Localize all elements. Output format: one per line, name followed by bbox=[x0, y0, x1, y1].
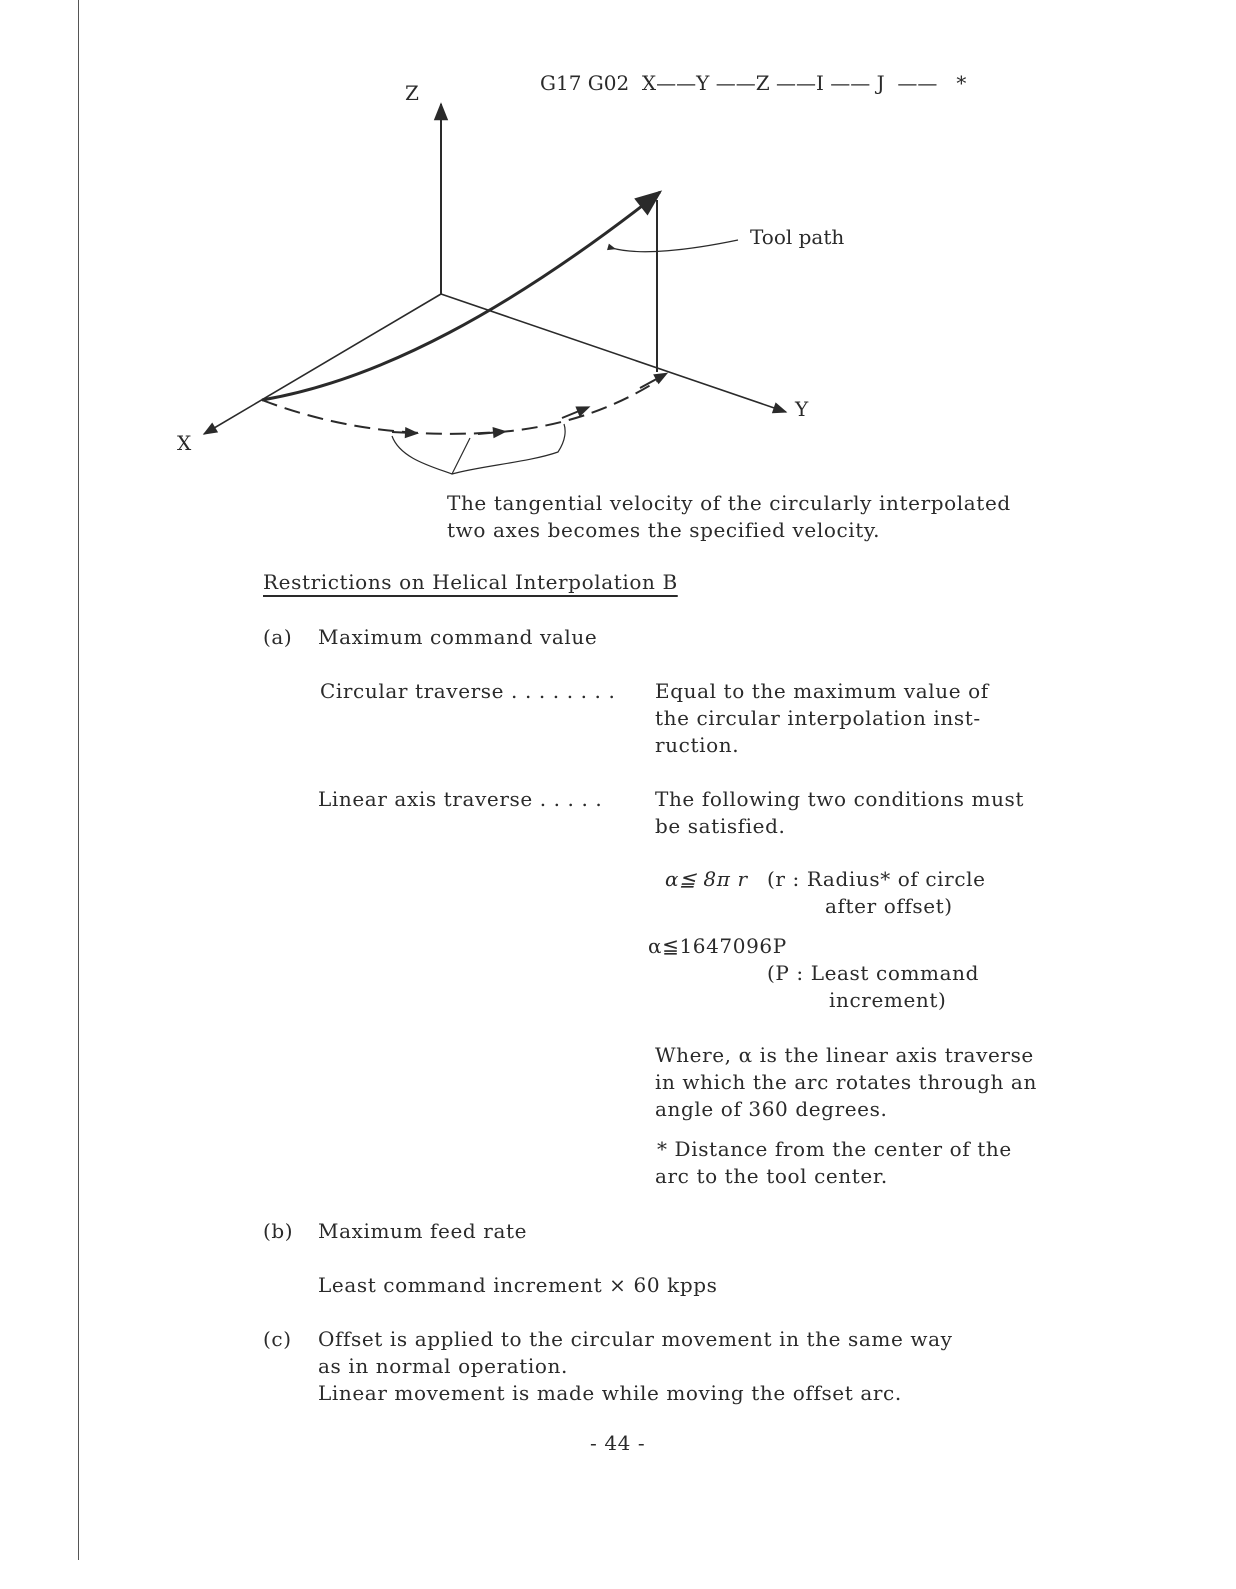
y-axis bbox=[441, 294, 786, 412]
footnote-line-2: arc to the tool center. bbox=[655, 1164, 888, 1188]
item-b-formula: Least command increment × 60 kpps bbox=[318, 1273, 718, 1297]
velocity-brace bbox=[392, 424, 565, 474]
helical-interpolation-diagram bbox=[0, 0, 1236, 560]
caption-line-2: two axes becomes the specified velocity. bbox=[447, 518, 881, 542]
item-b-title: Maximum feed rate bbox=[318, 1219, 528, 1243]
tool-path-leader bbox=[612, 240, 738, 252]
condition-1-formula: α≦ 8π r bbox=[665, 867, 748, 891]
condition-2-note-1: (P : Least command bbox=[767, 961, 979, 985]
condition-1-note-2: after offset) bbox=[825, 894, 953, 918]
item-c-line-2: as in normal operation. bbox=[318, 1354, 568, 1378]
circular-desc-3: ruction. bbox=[655, 733, 740, 757]
page-number: - 44 - bbox=[590, 1431, 646, 1455]
arc-arrow-4 bbox=[640, 376, 662, 388]
item-a-title: Maximum command value bbox=[318, 625, 598, 649]
linear-traverse-label: Linear axis traverse . . . . . bbox=[318, 787, 603, 811]
linear-desc-1: The following two conditions must bbox=[655, 787, 1025, 811]
item-c-marker: (c) bbox=[263, 1327, 292, 1351]
item-c-line-1: Offset is applied to the circular movement in the same way bbox=[318, 1327, 953, 1351]
circular-desc-1: Equal to the maximum value of bbox=[655, 679, 989, 703]
where-line-2: in which the arc rotates through an bbox=[655, 1070, 1037, 1094]
brace-pointer bbox=[452, 438, 470, 474]
arc-arrow-1 bbox=[392, 432, 412, 433]
tool-path-curve bbox=[262, 192, 660, 400]
where-line-3: angle of 360 degrees. bbox=[655, 1097, 888, 1121]
section-heading: Restrictions on Helical Interpolation B bbox=[263, 570, 678, 594]
condition-2-note-2: increment) bbox=[829, 988, 947, 1012]
linear-desc-2: be satisfied. bbox=[655, 814, 786, 838]
axis-x-label: X bbox=[177, 431, 192, 455]
footnote-line-1: * Distance from the center of the bbox=[657, 1137, 1012, 1161]
item-b-marker: (b) bbox=[263, 1219, 294, 1243]
command-line: G17 G02 X——Y ——Z ——I —— J —— * bbox=[540, 71, 967, 95]
condition-1-note-1: (r : Radius* of circle bbox=[767, 867, 986, 891]
item-a-marker: (a) bbox=[263, 625, 293, 649]
item-c-line-3: Linear movement is made while moving the offset arc. bbox=[318, 1381, 902, 1405]
caption-line-1: The tangential velocity of the circularly interpolated bbox=[447, 491, 1011, 515]
condition-2-formula: α≦1647096P bbox=[648, 934, 787, 958]
axis-y-label: Y bbox=[795, 397, 809, 421]
circular-desc-2: the circular interpolation inst- bbox=[655, 706, 981, 730]
where-line-1: Where, α is the linear axis traverse bbox=[655, 1043, 1034, 1067]
circular-traverse-label: Circular traverse . . . . . . . . bbox=[320, 679, 616, 703]
axis-z-label: Z bbox=[405, 81, 419, 105]
tool-path-label: Tool path bbox=[750, 225, 845, 249]
x-axis bbox=[204, 294, 441, 434]
